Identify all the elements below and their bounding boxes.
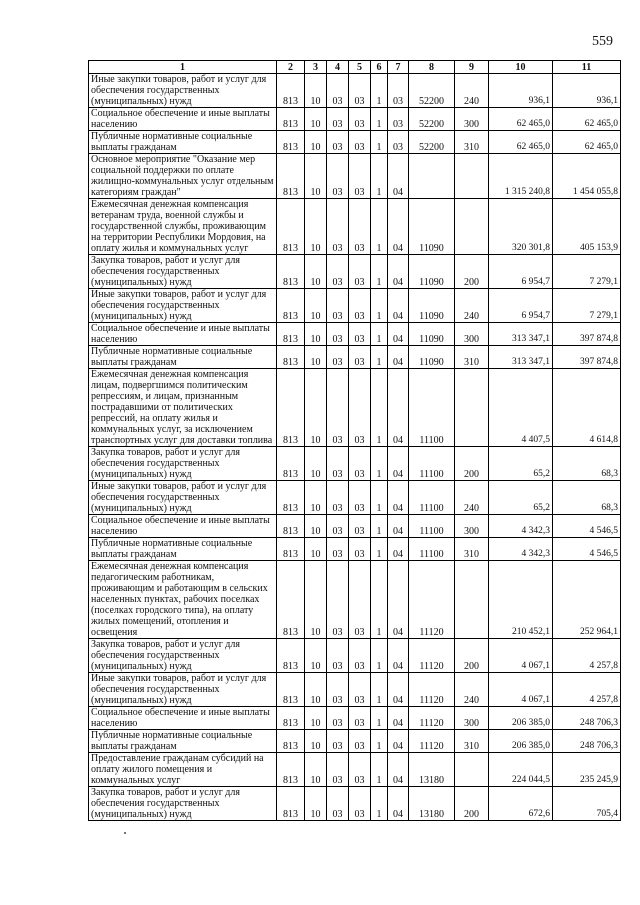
program-code: 03: [349, 369, 371, 447]
amount-year-2: 62 465,0: [553, 108, 621, 131]
amount-year-1: 6 954,7: [489, 255, 553, 289]
admin-code: 813: [277, 515, 305, 538]
section-code: 10: [305, 481, 327, 515]
row-name: Закупка товаров, работ и услуг для обеспечения государственных (муниципальных) нужд: [89, 447, 277, 481]
direction-code: 11120: [409, 730, 455, 753]
program-code: 03: [349, 561, 371, 639]
amount-year-2: 248 706,3: [553, 730, 621, 753]
program-code: 03: [349, 707, 371, 730]
expense-type-code: 200: [455, 639, 489, 673]
row-name: Закупка товаров, работ и услуг для обеспечения государственных (муниципальных) нужд: [89, 787, 277, 821]
amount-year-1: 313 347,1: [489, 346, 553, 369]
amount-year-1: 672,6: [489, 787, 553, 821]
amount-year-1: 62 465,0: [489, 131, 553, 154]
row-name: Публичные нормативные социальные выплаты гражданам: [89, 538, 277, 561]
subsection-code: 03: [327, 74, 349, 108]
admin-code: 813: [277, 108, 305, 131]
page-number: 559: [592, 34, 613, 49]
table-row: [89, 787, 621, 821]
row-name: Социальное обеспечение и иные выплаты населению: [89, 108, 277, 131]
section-code: 10: [305, 199, 327, 255]
admin-code: 813: [277, 255, 305, 289]
direction-code: 11120: [409, 561, 455, 639]
program-code: 03: [349, 154, 371, 199]
subsection-code: 03: [327, 515, 349, 538]
event-code: 04: [388, 323, 409, 346]
section-code: 10: [305, 707, 327, 730]
expense-type-code: 240: [455, 481, 489, 515]
direction-code: 11090: [409, 199, 455, 255]
subprogram-code: 1: [371, 787, 388, 821]
subsection-code: 03: [327, 131, 349, 154]
direction-code: 52200: [409, 108, 455, 131]
section-code: 10: [305, 515, 327, 538]
subprogram-code: 1: [371, 538, 388, 561]
program-code: 03: [349, 447, 371, 481]
expense-type-code: 240: [455, 673, 489, 707]
row-name: Публичные нормативные социальные выплаты гражданам: [89, 131, 277, 154]
amount-year-1: 4 407,5: [489, 369, 553, 447]
event-code: 04: [388, 538, 409, 561]
column-header: 11: [553, 61, 621, 74]
row-name: Иные закупки товаров, работ и услуг для обеспечения государственных (муниципальных) нужд: [89, 289, 277, 323]
section-code: 10: [305, 323, 327, 346]
amount-year-2: 68,3: [553, 447, 621, 481]
subprogram-code: 1: [371, 346, 388, 369]
direction-code: 11100: [409, 369, 455, 447]
event-code: 04: [388, 369, 409, 447]
column-header: 6: [371, 61, 388, 74]
admin-code: 813: [277, 707, 305, 730]
event-code: 04: [388, 730, 409, 753]
section-code: 10: [305, 561, 327, 639]
row-name: Социальное обеспечение и иные выплаты населению: [89, 707, 277, 730]
expense-type-code: 200: [455, 447, 489, 481]
column-header: 5: [349, 61, 371, 74]
row-name: Ежемесячная денежная компенсация лицам, подвергшимся политическим репрессиям, и лицам, признанным пострадавшими от политических репрессий, на оплату жилья и коммунальных услуг, за исключением транспортных услуг для доставки топлива: [89, 369, 277, 447]
program-code: 03: [349, 255, 371, 289]
admin-code: 813: [277, 154, 305, 199]
expense-type-code: [455, 369, 489, 447]
admin-code: 813: [277, 346, 305, 369]
expense-type-code: [455, 154, 489, 199]
direction-code: 11100: [409, 447, 455, 481]
section-code: 10: [305, 289, 327, 323]
section-code: 10: [305, 255, 327, 289]
amount-year-2: 705,4: [553, 787, 621, 821]
event-code: 04: [388, 154, 409, 199]
subprogram-code: 1: [371, 447, 388, 481]
event-code: 04: [388, 515, 409, 538]
amount-year-2: 62 465,0: [553, 131, 621, 154]
amount-year-2: 397 874,8: [553, 323, 621, 346]
subsection-code: 03: [327, 255, 349, 289]
table-row: [89, 74, 621, 108]
table-row: [89, 154, 621, 199]
event-code: 04: [388, 753, 409, 787]
program-code: 03: [349, 730, 371, 753]
admin-code: 813: [277, 753, 305, 787]
amount-year-2: 4 614,8: [553, 369, 621, 447]
program-code: 03: [349, 199, 371, 255]
expense-type-code: [455, 561, 489, 639]
row-name: Предоставление гражданам субсидий на оплату жилого помещения и коммунальных услуг: [89, 753, 277, 787]
subprogram-code: 1: [371, 639, 388, 673]
row-name: Иные закупки товаров, работ и услуг для обеспечения государственных (муниципальных) нужд: [89, 74, 277, 108]
section-code: 10: [305, 346, 327, 369]
scan-speck: [124, 832, 126, 834]
expense-type-code: 240: [455, 74, 489, 108]
amount-year-2: 4 546,5: [553, 515, 621, 538]
amount-year-2: 397 874,8: [553, 346, 621, 369]
subprogram-code: 1: [371, 673, 388, 707]
expense-type-code: 240: [455, 289, 489, 323]
table-row: [89, 538, 621, 561]
amount-year-1: 6 954,7: [489, 289, 553, 323]
amount-year-1: 65,2: [489, 481, 553, 515]
section-code: 10: [305, 131, 327, 154]
expense-type-code: [455, 753, 489, 787]
direction-code: 11100: [409, 538, 455, 561]
direction-code: 11090: [409, 289, 455, 323]
program-code: 03: [349, 131, 371, 154]
direction-code: 52200: [409, 131, 455, 154]
event-code: 04: [388, 199, 409, 255]
section-code: 10: [305, 538, 327, 561]
direction-code: 13180: [409, 753, 455, 787]
table-row: [89, 323, 621, 346]
direction-code: [409, 154, 455, 199]
table-row: [89, 561, 621, 639]
table-row: [89, 639, 621, 673]
subprogram-code: 1: [371, 753, 388, 787]
event-code: 04: [388, 639, 409, 673]
table-row: [89, 753, 621, 787]
amount-year-2: 7 279,1: [553, 255, 621, 289]
row-name: Социальное обеспечение и иные выплаты населению: [89, 515, 277, 538]
expense-type-code: 300: [455, 323, 489, 346]
expense-type-code: 200: [455, 787, 489, 821]
expense-type-code: 300: [455, 515, 489, 538]
amount-year-2: 4 257,8: [553, 639, 621, 673]
table-row: [89, 730, 621, 753]
event-code: 04: [388, 481, 409, 515]
table-row: [89, 369, 621, 447]
subprogram-code: 1: [371, 255, 388, 289]
amount-year-1: 65,2: [489, 447, 553, 481]
subprogram-code: 1: [371, 199, 388, 255]
subprogram-code: 1: [371, 481, 388, 515]
expense-type-code: 310: [455, 346, 489, 369]
amount-year-1: 210 452,1: [489, 561, 553, 639]
subprogram-code: 1: [371, 707, 388, 730]
event-code: 04: [388, 447, 409, 481]
section-code: 10: [305, 74, 327, 108]
direction-code: 11120: [409, 707, 455, 730]
column-header: 7: [388, 61, 409, 74]
table-header-row: [89, 61, 621, 74]
amount-year-2: 235 245,9: [553, 753, 621, 787]
event-code: 04: [388, 289, 409, 323]
subprogram-code: 1: [371, 369, 388, 447]
budget-table: [88, 60, 621, 821]
amount-year-1: 936,1: [489, 74, 553, 108]
admin-code: 813: [277, 787, 305, 821]
admin-code: 813: [277, 323, 305, 346]
direction-code: 52200: [409, 74, 455, 108]
section-code: 10: [305, 154, 327, 199]
amount-year-1: 1 315 240,8: [489, 154, 553, 199]
event-code: 04: [388, 255, 409, 289]
subsection-code: 03: [327, 730, 349, 753]
column-header: 4: [327, 61, 349, 74]
subsection-code: 03: [327, 673, 349, 707]
table-row: [89, 707, 621, 730]
expense-type-code: 310: [455, 730, 489, 753]
row-name: Социальное обеспечение и иные выплаты населению: [89, 323, 277, 346]
column-header: 1: [89, 61, 277, 74]
subprogram-code: 1: [371, 515, 388, 538]
amount-year-1: 313 347,1: [489, 323, 553, 346]
program-code: 03: [349, 639, 371, 673]
program-code: 03: [349, 323, 371, 346]
event-code: 04: [388, 561, 409, 639]
direction-code: 11090: [409, 346, 455, 369]
section-code: 10: [305, 730, 327, 753]
direction-code: 11100: [409, 515, 455, 538]
program-code: 03: [349, 481, 371, 515]
table-row: [89, 199, 621, 255]
subsection-code: 03: [327, 481, 349, 515]
subprogram-code: 1: [371, 561, 388, 639]
admin-code: 813: [277, 74, 305, 108]
table-row: [89, 255, 621, 289]
direction-code: 11090: [409, 255, 455, 289]
admin-code: 813: [277, 673, 305, 707]
column-header: 3: [305, 61, 327, 74]
admin-code: 813: [277, 289, 305, 323]
program-code: 03: [349, 108, 371, 131]
section-code: 10: [305, 673, 327, 707]
subprogram-code: 1: [371, 74, 388, 108]
amount-year-1: 4 342,3: [489, 515, 553, 538]
subsection-code: 03: [327, 199, 349, 255]
direction-code: 11120: [409, 673, 455, 707]
subsection-code: 03: [327, 639, 349, 673]
admin-code: 813: [277, 369, 305, 447]
section-code: 10: [305, 753, 327, 787]
admin-code: 813: [277, 730, 305, 753]
program-code: 03: [349, 515, 371, 538]
event-code: 03: [388, 74, 409, 108]
admin-code: 813: [277, 481, 305, 515]
amount-year-2: 4 257,8: [553, 673, 621, 707]
amount-year-2: 4 546,5: [553, 538, 621, 561]
section-code: 10: [305, 787, 327, 821]
subprogram-code: 1: [371, 154, 388, 199]
event-code: 04: [388, 707, 409, 730]
row-name: Закупка товаров, работ и услуг для обеспечения государственных (муниципальных) нужд: [89, 255, 277, 289]
expense-type-code: 310: [455, 131, 489, 154]
expense-type-code: 310: [455, 538, 489, 561]
row-name: Иные закупки товаров, работ и услуг для обеспечения государственных (муниципальных) нужд: [89, 481, 277, 515]
amount-year-1: 224 044,5: [489, 753, 553, 787]
row-name: Публичные нормативные социальные выплаты гражданам: [89, 346, 277, 369]
program-code: 03: [349, 289, 371, 323]
table-row: [89, 673, 621, 707]
row-name: Ежемесячная денежная компенсация ветеранам труда, военной службы и государственной службы, проживающим на территории Республики Мордовия, на оплату жилья и коммунальных услуг: [89, 199, 277, 255]
event-code: 03: [388, 108, 409, 131]
amount-year-1: 206 385,0: [489, 730, 553, 753]
amount-year-1: 4 342,3: [489, 538, 553, 561]
section-code: 10: [305, 108, 327, 131]
amount-year-2: 1 454 055,8: [553, 154, 621, 199]
subsection-code: 03: [327, 346, 349, 369]
subprogram-code: 1: [371, 289, 388, 323]
subprogram-code: 1: [371, 323, 388, 346]
table-row: [89, 346, 621, 369]
table-row: [89, 481, 621, 515]
admin-code: 813: [277, 561, 305, 639]
expense-type-code: 300: [455, 707, 489, 730]
subsection-code: 03: [327, 369, 349, 447]
amount-year-1: 206 385,0: [489, 707, 553, 730]
direction-code: 11120: [409, 639, 455, 673]
program-code: 03: [349, 753, 371, 787]
subsection-code: 03: [327, 447, 349, 481]
row-name: Основное мероприятие "Оказание мер социальной поддержки по оплате жилищно-коммунальных услуг отдельным категориям граждан": [89, 154, 277, 199]
admin-code: 813: [277, 131, 305, 154]
section-code: 10: [305, 369, 327, 447]
section-code: 10: [305, 447, 327, 481]
table-row: [89, 289, 621, 323]
subsection-code: 03: [327, 154, 349, 199]
amount-year-1: 62 465,0: [489, 108, 553, 131]
subprogram-code: 1: [371, 131, 388, 154]
subprogram-code: 1: [371, 730, 388, 753]
subsection-code: 03: [327, 108, 349, 131]
expense-type-code: [455, 199, 489, 255]
column-header: 8: [409, 61, 455, 74]
table-body: [89, 74, 621, 821]
column-header: 9: [455, 61, 489, 74]
amount-year-2: 248 706,3: [553, 707, 621, 730]
amount-year-1: 4 067,1: [489, 639, 553, 673]
admin-code: 813: [277, 199, 305, 255]
admin-code: 813: [277, 639, 305, 673]
expense-type-code: 200: [455, 255, 489, 289]
program-code: 03: [349, 787, 371, 821]
program-code: 03: [349, 346, 371, 369]
subsection-code: 03: [327, 707, 349, 730]
program-code: 03: [349, 673, 371, 707]
direction-code: 11100: [409, 481, 455, 515]
subsection-code: 03: [327, 561, 349, 639]
section-code: 10: [305, 639, 327, 673]
row-name: Ежемесячная денежная компенсация педагогическим работникам, проживающим и работающим в сельских населенных пунктах, рабочих поселках (поселках городского типа), на оплату жилых помещений, отопления и освещения: [89, 561, 277, 639]
amount-year-2: 68,3: [553, 481, 621, 515]
row-name: Закупка товаров, работ и услуг для обеспечения государственных (муниципальных) нужд: [89, 639, 277, 673]
table-row: [89, 131, 621, 154]
column-header: 10: [489, 61, 553, 74]
row-name: Иные закупки товаров, работ и услуг для обеспечения государственных (муниципальных) нужд: [89, 673, 277, 707]
row-name: Публичные нормативные социальные выплаты гражданам: [89, 730, 277, 753]
amount-year-1: 4 067,1: [489, 673, 553, 707]
column-header: 2: [277, 61, 305, 74]
amount-year-2: 252 964,1: [553, 561, 621, 639]
subsection-code: 03: [327, 787, 349, 821]
program-code: 03: [349, 74, 371, 108]
program-code: 03: [349, 538, 371, 561]
direction-code: 11090: [409, 323, 455, 346]
event-code: 04: [388, 787, 409, 821]
event-code: 04: [388, 346, 409, 369]
table-row: [89, 515, 621, 538]
event-code: 03: [388, 131, 409, 154]
subsection-code: 03: [327, 538, 349, 561]
table-row: [89, 447, 621, 481]
amount-year-2: 7 279,1: [553, 289, 621, 323]
amount-year-1: 320 301,8: [489, 199, 553, 255]
expense-type-code: 300: [455, 108, 489, 131]
direction-code: 13180: [409, 787, 455, 821]
amount-year-2: 405 153,9: [553, 199, 621, 255]
subsection-code: 03: [327, 289, 349, 323]
subprogram-code: 1: [371, 108, 388, 131]
amount-year-2: 936,1: [553, 74, 621, 108]
subsection-code: 03: [327, 323, 349, 346]
table-row: [89, 108, 621, 131]
subsection-code: 03: [327, 753, 349, 787]
admin-code: 813: [277, 447, 305, 481]
event-code: 04: [388, 673, 409, 707]
admin-code: 813: [277, 538, 305, 561]
